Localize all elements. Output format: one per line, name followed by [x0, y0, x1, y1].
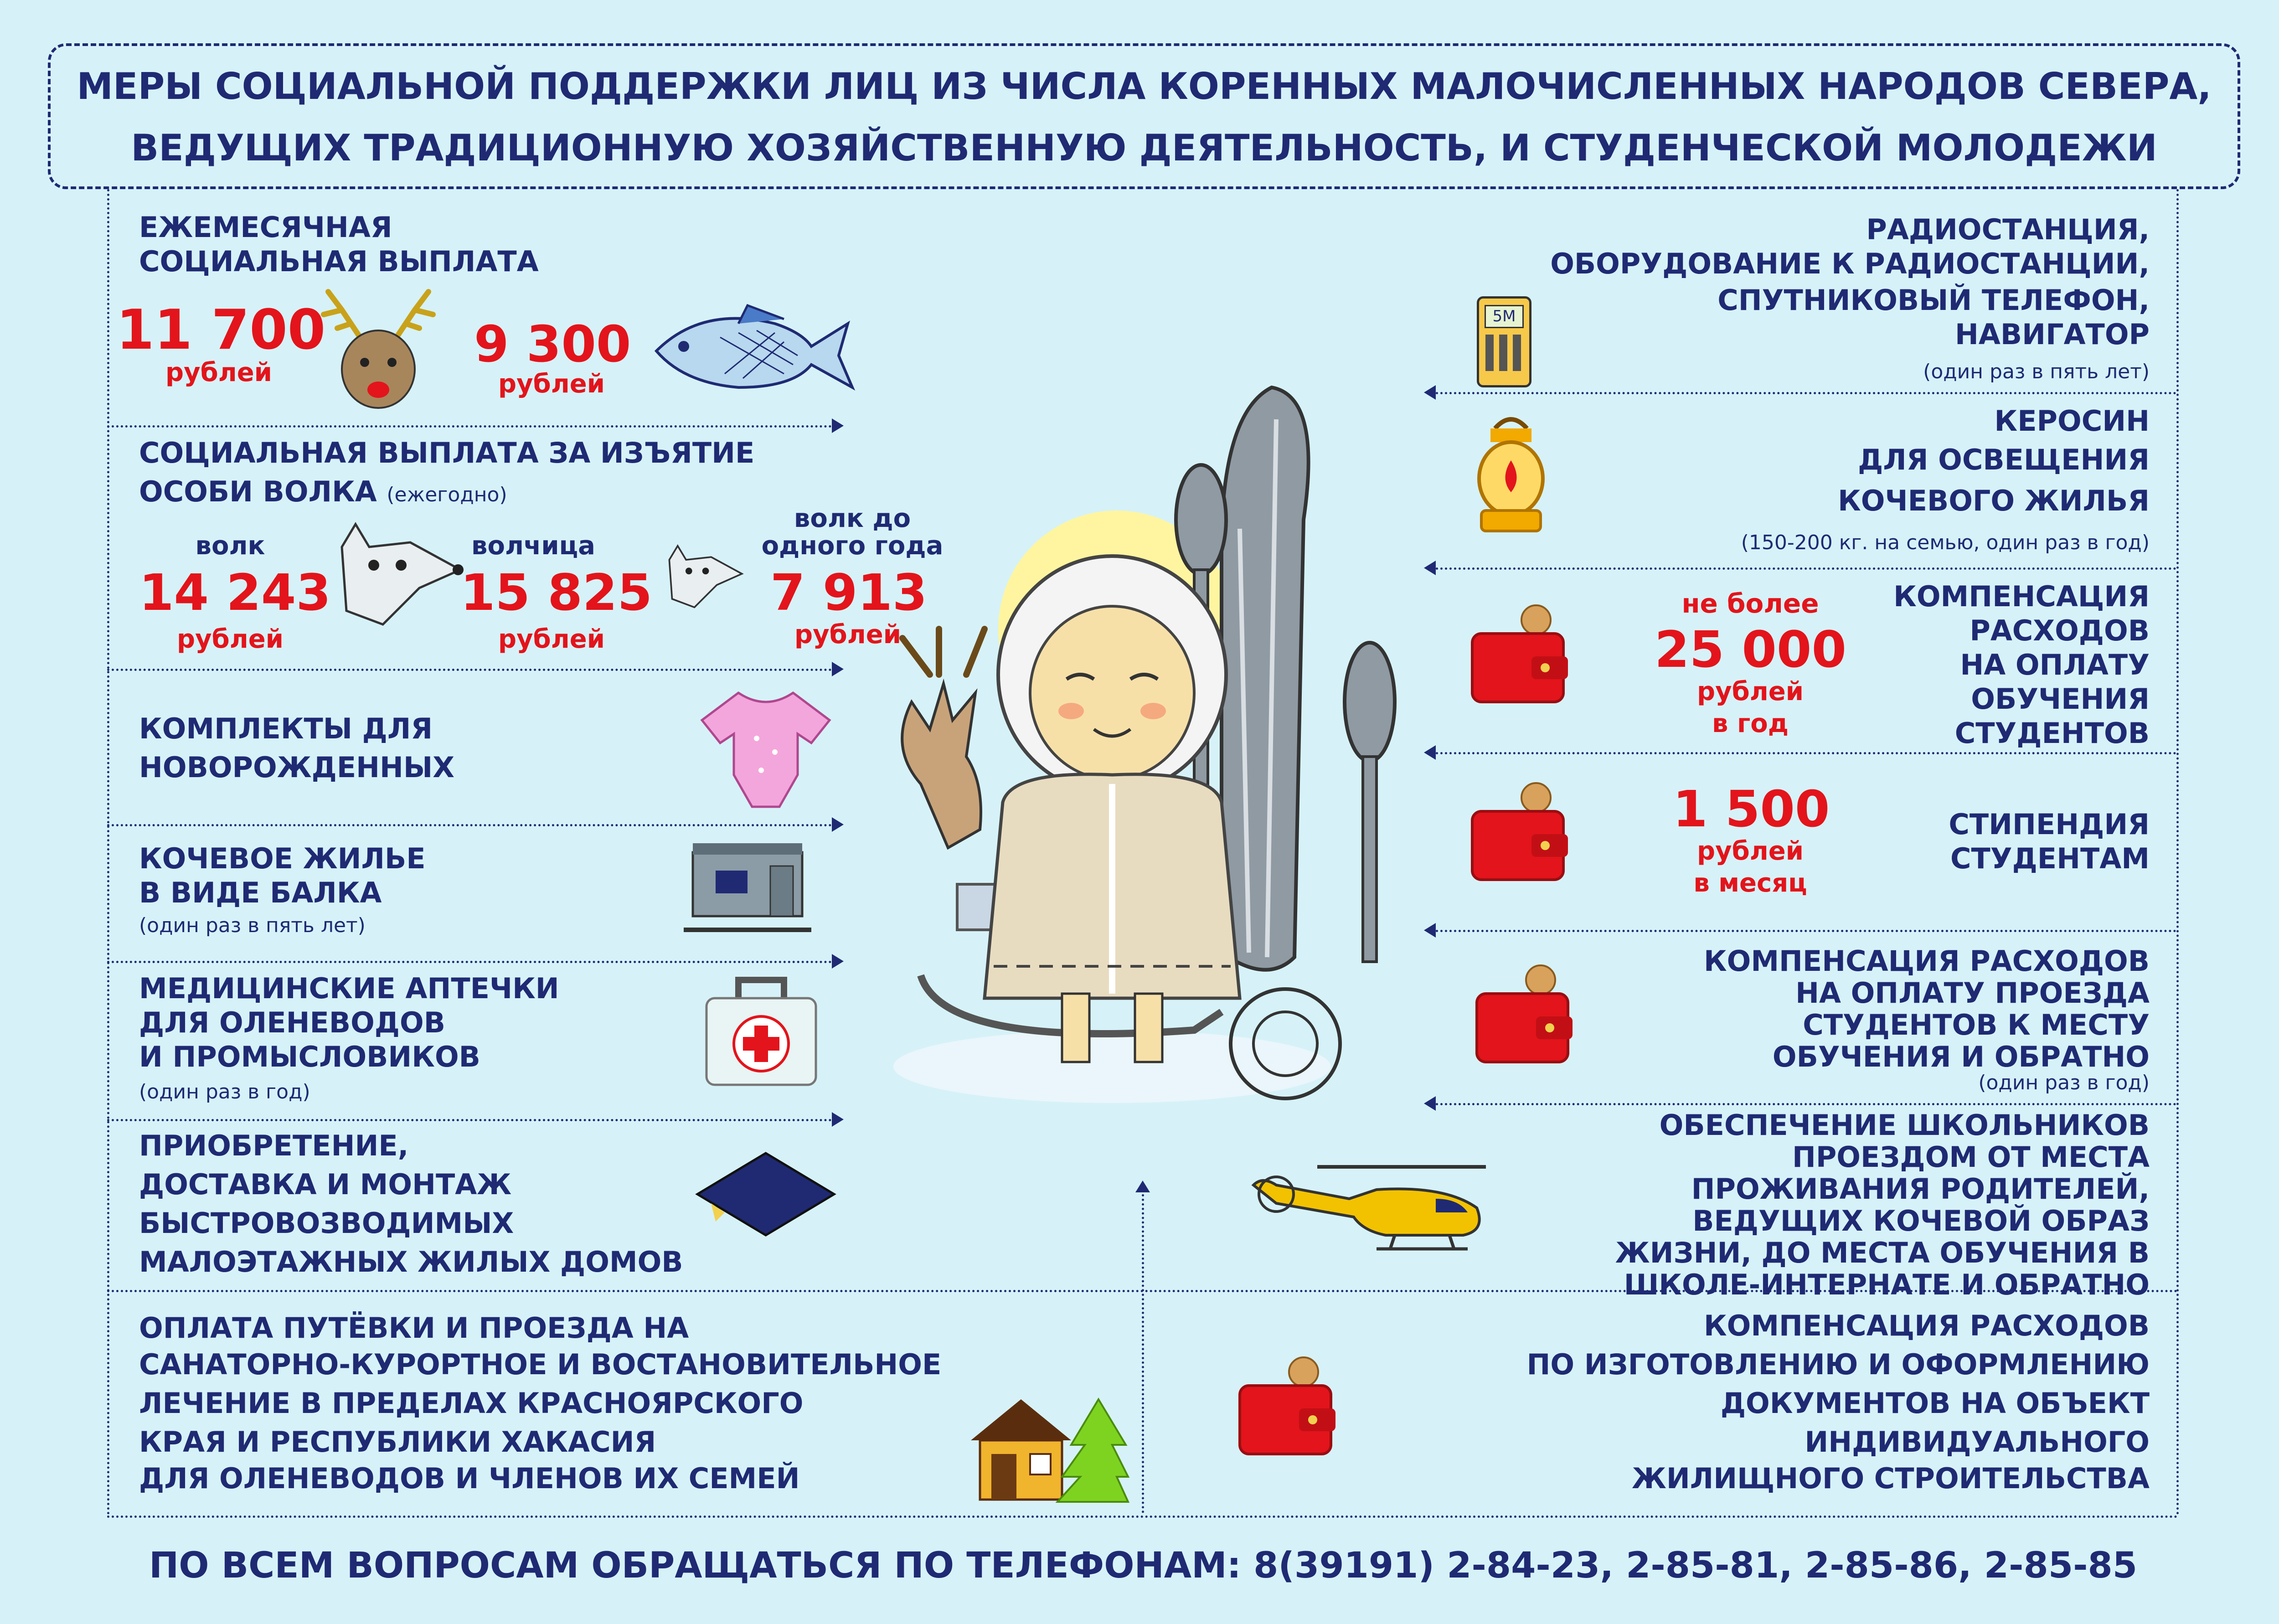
- cub-label-2: одного года: [761, 531, 944, 561]
- nomad-line-1: КОЧЕВОЕ ЖИЛЬЕ: [139, 842, 426, 875]
- travel-line-3: СТУДЕНТОВ К МЕСТУ: [1803, 1008, 2150, 1041]
- left-separator: [107, 1119, 832, 1121]
- tuition-line-2: РАСХОДОВ: [1970, 614, 2150, 647]
- roof-icon: [688, 1144, 839, 1244]
- tuition-pre: не более: [1681, 588, 1819, 619]
- wolf-icon: [328, 520, 469, 629]
- travel-line-2: НА ОПЛАТУ ПРОЕЗДА: [1795, 976, 2150, 1010]
- tuition-line-5: СТУДЕНТОВ: [1954, 717, 2150, 750]
- wolf-note: (ежегодно): [387, 483, 507, 506]
- school-line-1: ОБЕСПЕЧЕНИЕ ШКОЛЬНИКОВ: [1659, 1108, 2150, 1142]
- stipend-unit-1: рублей: [1697, 836, 1804, 866]
- wolf-title-2: ОСОБИ ВОЛКА (ежегодно): [139, 475, 507, 508]
- cub-label-1: волк до: [794, 504, 911, 533]
- reindeer-icon: [310, 283, 447, 410]
- header-line-2: ВЕДУЩИХ ТРАДИЦИОННУЮ ХОЗЯЙСТВЕННУЮ ДЕЯТЕЛЬНОСТЬ, И СТУДЕНЧЕСКОЙ МОЛОДЕЖИ: [131, 127, 2157, 169]
- she-wolf-label: волчица: [471, 531, 595, 561]
- footer-contacts: ПО ВСЕМ ВОПРОСАМ ОБРАЩАТЬСЯ ПО ТЕЛЕФОНАМ: 8(39191) 2-84-23, 2-85-81, 2-85-86, 2-85-85: [149, 1545, 2138, 1586]
- left-separator: [107, 669, 832, 671]
- radio-line-1: РАДИОСТАНЦИЯ,: [1866, 213, 2150, 246]
- arrow-left-icon: [1424, 385, 1436, 400]
- stipend-amount: 1 500: [1673, 780, 1830, 838]
- school-line-4: ВЕДУЩИХ КОЧЕВОЙ ОБРАЗ: [1692, 1204, 2150, 1237]
- travel-line-1: КОМПЕНСАЦИЯ РАСХОДОВ: [1703, 944, 2150, 978]
- wolf-amount: 14 243: [139, 563, 331, 622]
- school-line-3: ПРОЖИВАНИЯ РОДИТЕЛЕЙ,: [1691, 1172, 2150, 1206]
- monthly-title-2: СОЦИАЛЬНАЯ ВЫПЛАТА: [139, 245, 539, 278]
- kerosene-line-3: КОЧЕВОГО ЖИЛЬЯ: [1838, 484, 2150, 517]
- docs-line-2: ПО ИЗГОТОВЛЕНИЮ И ОФОРМЛЕНИЮ: [1526, 1348, 2150, 1381]
- houses-line-2: ДОСТАВКА И МОНТАЖ: [139, 1168, 512, 1201]
- arrow-left-icon: [1424, 561, 1436, 575]
- monthly-amount-2: 9 300: [474, 315, 631, 373]
- monthly-unit-2: рублей: [498, 369, 605, 399]
- tuition-line-1: КОМПЕНСАЦИЯ: [1893, 580, 2150, 613]
- center-arrow: [1135, 1181, 1150, 1192]
- right-separator: [1436, 930, 2176, 932]
- tuition-line-3: НА ОПЛАТУ: [1960, 648, 2150, 681]
- sanatorium-line-5: ДЛЯ ОЛЕНЕВОДОВ И ЧЛЕНОВ ИХ СЕМЕЙ: [139, 1462, 800, 1495]
- she-wolf-amount: 15 825: [460, 563, 652, 622]
- cub-amount: 7 913: [770, 563, 928, 622]
- docs-line-4: ИНДИВИДУАЛЬНОГО: [1805, 1425, 2150, 1459]
- baby-clothes-icon: [697, 684, 834, 816]
- cub-unit: рублей: [794, 620, 901, 650]
- right-separator: [1436, 567, 2176, 570]
- sanatorium-line-4: КРАЯ И РЕСПУБЛИКИ ХАКАСИЯ: [139, 1425, 656, 1459]
- stipend-line-1: СТИПЕНДИЯ: [1949, 808, 2150, 841]
- radio-line-4: НАВИГАТОР: [1955, 318, 2150, 351]
- medkit-line-3: И ПРОМЫСЛОВИКОВ: [139, 1040, 480, 1073]
- wolf-title-1: СОЦИАЛЬНАЯ ВЫПЛАТА ЗА ИЗЪЯТИЕ: [139, 436, 755, 469]
- sanatorium-line-2: САНАТОРНО-КУРОРТНОЕ И ВОСТАНОВИТЕЛЬНОЕ: [139, 1348, 942, 1381]
- she-wolf-unit: рублей: [498, 624, 605, 654]
- school-line-2: ПРОЕЗДОМ ОТ МЕСТА: [1792, 1140, 2150, 1174]
- stipend-unit-2: в месяц: [1693, 868, 1807, 898]
- header-line-1: МЕРЫ СОЦИАЛЬНОЙ ПОДДЕРЖКИ ЛИЦ ИЗ ЧИСЛА КОРЕННЫХ МАЛОЧИСЛЕННЫХ НАРОДОВ СЕВЕРА,: [77, 65, 2212, 108]
- right-separator: [1436, 1103, 2176, 1105]
- left-separator: [107, 824, 832, 826]
- houses-line-4: МАЛОЭТАЖНЫХ ЖИЛЫХ ДОМОВ: [139, 1245, 683, 1279]
- wallet-icon: [1472, 962, 1577, 1067]
- left-separator: [107, 961, 832, 963]
- wallet-icon: [1468, 779, 1573, 884]
- sanatorium-line-1: ОПЛАТА ПУТЁВКИ И ПРОЕЗДА НА: [139, 1311, 689, 1345]
- kerosene-line-2: ДЛЯ ОСВЕЩЕНИЯ: [1858, 443, 2150, 476]
- left-separator: [107, 425, 832, 428]
- school-line-5: ЖИЗНИ, ДО МЕСТА ОБУЧЕНИЯ В: [1615, 1236, 2150, 1269]
- helicopter-icon: [1249, 1158, 1504, 1258]
- bottom-frame-line: [107, 1516, 2179, 1518]
- tuition-amount: 25 000: [1655, 620, 1846, 679]
- docs-line-1: КОМПЕНСАЦИЯ РАСХОДОВ: [1703, 1309, 2150, 1342]
- left-frame-line: [107, 189, 109, 1516]
- school-line-6: ШКОЛЕ-ИНТЕРНАТЕ И ОБРАТНО: [1624, 1268, 2150, 1301]
- wolf-cub-icon: [661, 542, 748, 611]
- arrow-right-icon: [832, 1112, 844, 1127]
- houses-line-1: ПРИОБРЕТЕНИЕ,: [139, 1129, 409, 1162]
- arrow-right-icon: [832, 662, 844, 676]
- house-icon: [966, 1395, 1130, 1504]
- travel-line-4: ОБУЧЕНИЯ И ОБРАТНО: [1772, 1040, 2150, 1073]
- newborn-line-2: НОВОРОЖДЕННЫХ: [139, 751, 454, 784]
- radio-line-3: СПУТНИКОВЫЙ ТЕЛЕФОН,: [1717, 284, 2150, 317]
- medkit-note: (один раз в год): [139, 1080, 310, 1103]
- right-separator: [1436, 392, 2176, 394]
- center-frame-line: [1142, 1194, 1144, 1513]
- kerosene-note: (150-200 кг. на семью, один раз в год): [1741, 531, 2150, 554]
- right-frame-line: [2176, 189, 2179, 1516]
- wallet-icon: [1235, 1354, 1340, 1459]
- arrow-right-icon: [832, 817, 844, 832]
- docs-line-3: ДОКУМЕНТОВ НА ОБЪЕКТ: [1720, 1387, 2150, 1420]
- tuition-unit-1: рублей: [1697, 677, 1804, 706]
- medkit-line-2: ДЛЯ ОЛЕНЕВОДОВ: [139, 1006, 445, 1039]
- wallet-icon: [1468, 602, 1573, 706]
- medkit-line-1: МЕДИЦИНСКИЕ АПТЕЧКИ: [139, 972, 559, 1005]
- arrow-right-icon: [832, 418, 844, 433]
- nomad-line-2: В ВИДЕ БАЛКА: [139, 876, 382, 909]
- trailer-icon: [679, 830, 820, 943]
- docs-line-5: ЖИЛИЩНОГО СТРОИТЕЛЬСТВА: [1631, 1462, 2150, 1495]
- radio-icon: [1477, 296, 1531, 387]
- houses-line-3: БЫСТРОВОЗВОДИМЫХ: [139, 1206, 514, 1240]
- fish-icon: [647, 296, 857, 401]
- wolf-label: волк: [195, 531, 265, 561]
- lantern-icon: [1468, 410, 1554, 538]
- radio-note: (один раз в пять лет): [1923, 360, 2150, 383]
- radio-line-2: ОБОРУДОВАНИЕ К РАДИОСТАНЦИИ,: [1550, 247, 2150, 280]
- kerosene-line-1: КЕРОСИН: [1994, 404, 2150, 438]
- radio-display: 5M: [1485, 305, 1524, 328]
- monthly-title-1: ЕЖЕМЕСЯЧНАЯ: [139, 211, 392, 244]
- arrow-left-icon: [1424, 923, 1436, 938]
- arrow-left-icon: [1424, 1096, 1436, 1111]
- tuition-line-4: ОБУЧЕНИЯ: [1971, 682, 2150, 716]
- stipend-line-2: СТУДЕНТАМ: [1950, 842, 2150, 875]
- monthly-unit-1: рублей: [165, 358, 272, 387]
- medkit-icon: [697, 971, 825, 1094]
- newborn-line-1: КОМПЛЕКТЫ ДЛЯ: [139, 712, 433, 745]
- tuition-unit-2: в год: [1712, 709, 1789, 738]
- right-separator: [1436, 752, 2176, 754]
- nomad-note: (один раз в пять лет): [139, 914, 366, 937]
- monthly-amount-1: 11 700: [116, 299, 326, 362]
- child-illustration: [875, 383, 1404, 1130]
- travel-note: (один раз в год): [1978, 1071, 2150, 1094]
- arrow-left-icon: [1424, 745, 1436, 760]
- arrow-right-icon: [832, 954, 844, 969]
- wolf-unit: рублей: [177, 624, 284, 654]
- sanatorium-line-3: ЛЕЧЕНИЕ В ПРЕДЕЛАХ КРАСНОЯРСКОГО: [139, 1387, 804, 1420]
